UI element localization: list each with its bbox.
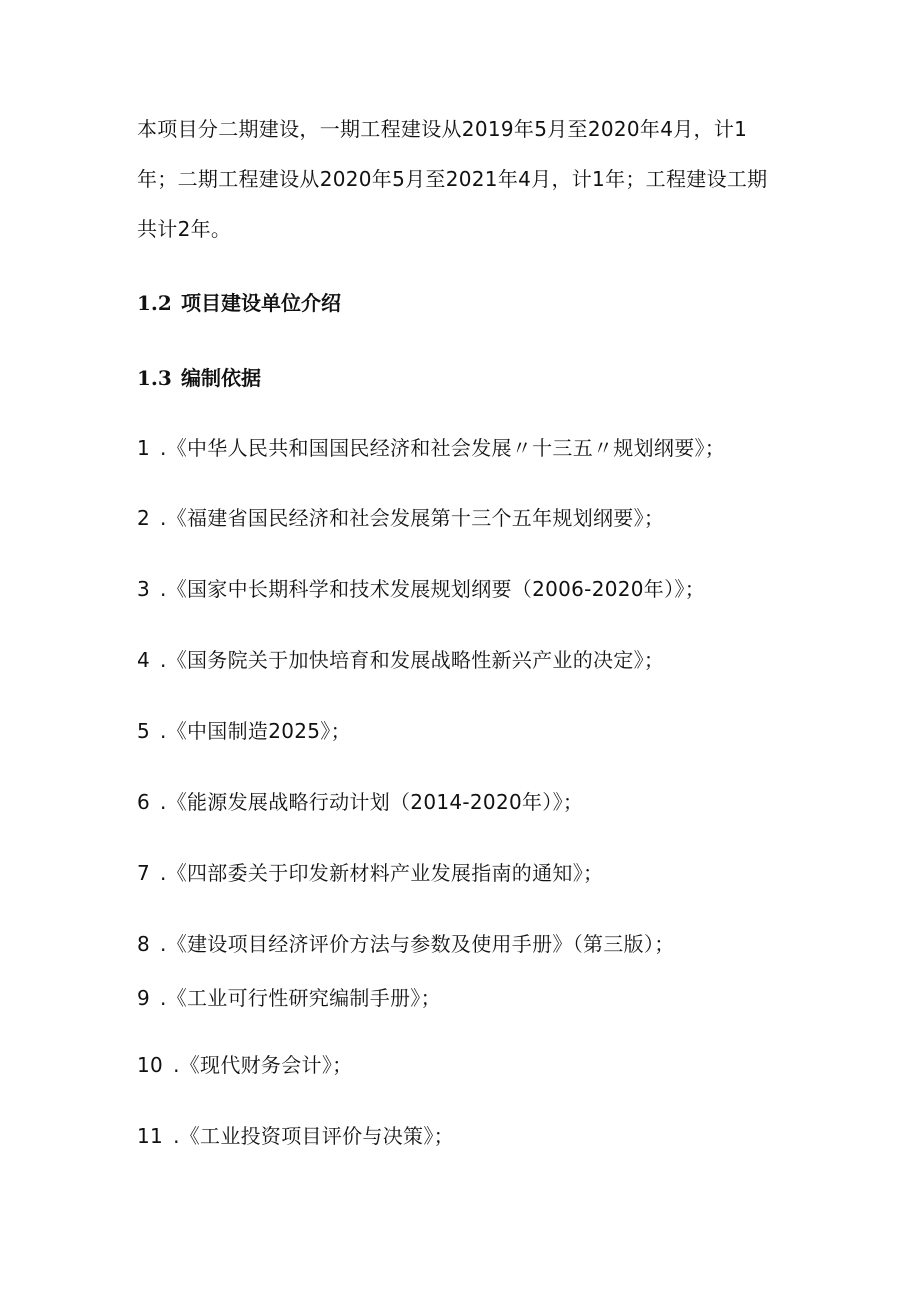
reference-text: .《国家中长期科学和技术发展规划纲要（2006-2020年）》； (160, 577, 706, 601)
reference-index: 7 (137, 861, 151, 885)
reference-text: .《四部委关于印发新材料产业发展指南的通知》； (160, 861, 604, 885)
reference-item (137, 715, 351, 744)
reference-item (137, 573, 705, 602)
reference-index: 8 (137, 932, 151, 956)
reference-text: .《国务院关于加快培育和发展战略性新兴产业的决定》； (160, 648, 665, 672)
intro-paragraph: 本项目分二期建设，一期工程建设从2019年5月至2020年4月，计1年；二期工程建设从2020年5月至2021年4月，计1年；工程建设工期共计2年。 (137, 117, 768, 241)
reference-item (137, 432, 725, 461)
reference-item (137, 928, 675, 957)
reference-index: 4 (137, 648, 151, 672)
reference-item (137, 644, 664, 673)
reference-index: 11 (137, 1124, 164, 1148)
reference-index: 2 (137, 506, 151, 530)
reference-index: 9 (137, 986, 151, 1010)
section-title: 编制依据 (181, 366, 261, 390)
reference-text: .《建设项目经济评价方法与参数及使用手册》（第三版）； (160, 932, 675, 956)
reference-text: .《工业投资项目评价与决策》； (173, 1124, 454, 1148)
section-number: 1.3 (137, 366, 172, 390)
reference-item (137, 1049, 352, 1078)
section-number: 1.2 (137, 291, 172, 315)
reference-index: 3 (137, 577, 151, 601)
reference-text: .《中华人民共和国国民经济和社会发展〃十三五〃规划纲要》； (160, 436, 726, 460)
reference-text: .《福建省国民经济和社会发展第十三个五年规划纲要》； (160, 506, 665, 530)
reference-text: .《能源发展战略行动计划（2014-2020年）》； (160, 790, 584, 814)
section-heading-1-2 (137, 287, 341, 316)
reference-text: .《工业可行性研究编制手册》； (160, 986, 441, 1010)
reference-item (137, 857, 603, 886)
reference-index: 1 (137, 436, 151, 460)
reference-item (137, 786, 583, 815)
reference-index: 10 (137, 1053, 164, 1077)
section-title: 项目建设单位介绍 (181, 291, 341, 315)
reference-item (137, 982, 441, 1011)
reference-index: 6 (137, 790, 151, 814)
reference-text: .《现代财务会计》； (173, 1053, 353, 1077)
section-heading-1-3 (137, 362, 261, 391)
reference-text: .《中国制造2025》； (160, 719, 351, 743)
reference-item (137, 1120, 454, 1149)
reference-item (137, 502, 664, 531)
reference-index: 5 (137, 719, 151, 743)
